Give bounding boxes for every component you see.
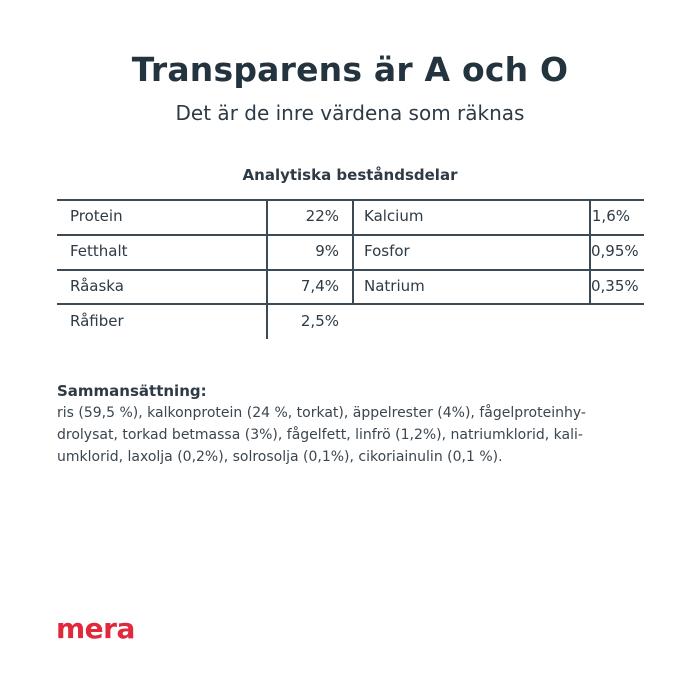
table-value-rafiber: 2,5% xyxy=(300,312,339,330)
composition-line: drolysat, torkad betmassa (3%), fågelfett, linfrö (1,2%), natriumklorid, kali- xyxy=(57,427,583,443)
composition-line: ris (59,5 %), kalkonprotein (24 %, torkat), äppelrester (4%), fågelproteinhy- xyxy=(57,405,586,421)
table-label-kalcium: Kalcium xyxy=(364,207,424,225)
table-rule xyxy=(57,269,644,271)
table-value-raaska: 7,4% xyxy=(300,277,339,295)
table-value-kalcium: 1,6% xyxy=(591,207,630,225)
composition-heading: Sammansättning: xyxy=(57,382,207,400)
composition-line: umklorid, laxolja (0,2%), solrosolja (0,1%), cikoriainulin (0,1 %). xyxy=(57,449,503,465)
page-title: Transparens är A och O xyxy=(131,50,569,89)
table-rule xyxy=(57,199,644,201)
table-divider xyxy=(352,199,354,303)
brand-logo: mera xyxy=(56,612,135,645)
table-label-rafiber: Råfiber xyxy=(70,312,124,330)
table-value-protein: 22% xyxy=(305,207,339,225)
table-value-natrium: 0,35% xyxy=(591,277,639,295)
table-rule xyxy=(57,234,644,236)
table-label-protein: Protein xyxy=(70,207,123,225)
table-value-fetthalt: 9% xyxy=(315,242,339,260)
table-rule xyxy=(57,303,644,305)
table-label-fetthalt: Fetthalt xyxy=(70,242,128,260)
table-label-raaska: Råaska xyxy=(70,277,124,295)
page-subtitle: Det är de inre värdena som räknas xyxy=(175,101,525,125)
table-label-fosfor: Fosfor xyxy=(364,242,410,260)
analysis-heading: Analytiska beståndsdelar xyxy=(242,166,458,184)
analysis-table xyxy=(57,199,644,339)
table-value-fosfor: 0,95% xyxy=(591,242,639,260)
table-label-natrium: Natrium xyxy=(364,277,425,295)
composition-block xyxy=(57,380,647,468)
